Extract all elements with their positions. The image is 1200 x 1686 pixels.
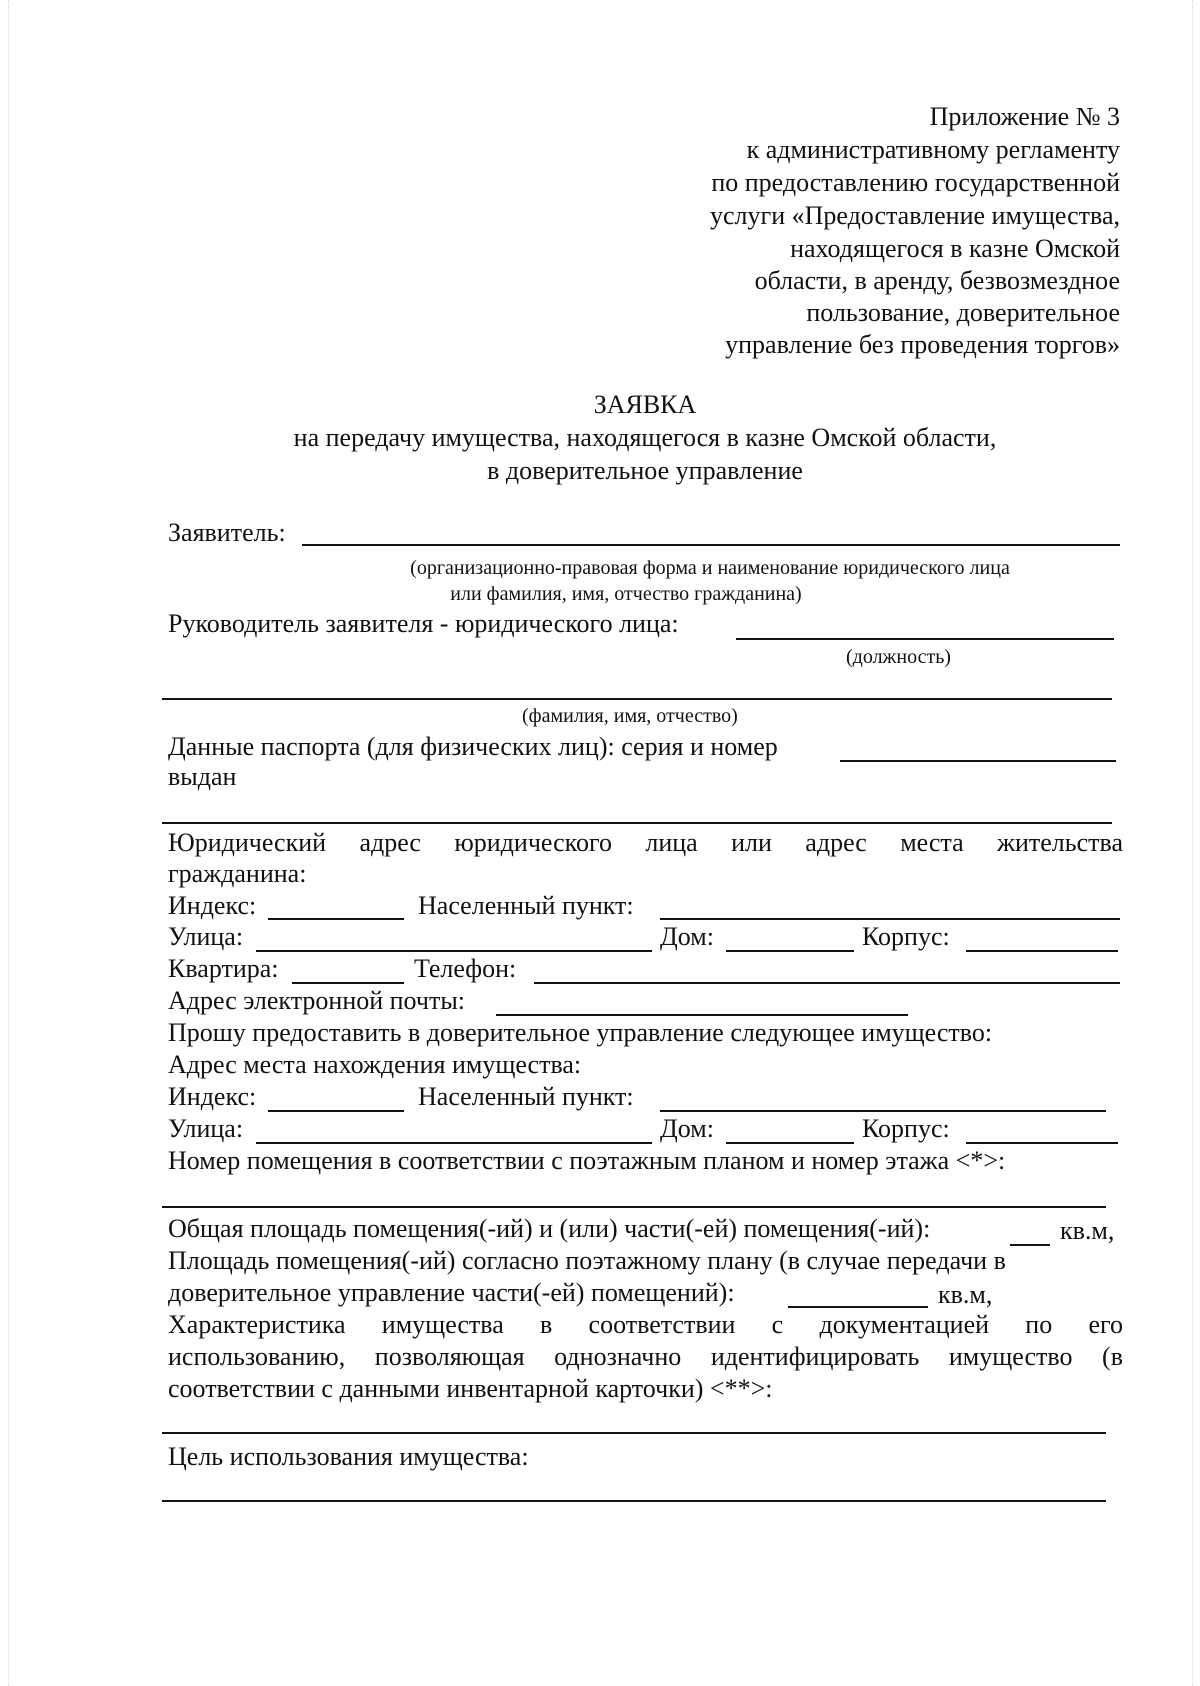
header-line: управление без проведения торгов»	[725, 330, 1120, 359]
locality-label: Населенный пункт:	[418, 891, 634, 920]
header-line: пользование, доверительное	[806, 298, 1120, 327]
unit-label: кв.м,	[1060, 1216, 1115, 1245]
header-line: по предоставлению государственной	[711, 168, 1120, 197]
phone-label: Телефон:	[414, 954, 517, 983]
issued-field-line[interactable]	[162, 822, 1112, 824]
header-line: Приложение № 3	[929, 102, 1120, 131]
house-field-line-2[interactable]	[726, 1142, 854, 1144]
characteristics-text: Характеристика имущества в соответствии с документацией по его	[168, 1310, 1123, 1339]
purpose-label: Цель использования имущества:	[168, 1442, 529, 1471]
fio-field-line[interactable]	[162, 698, 1112, 700]
position-field-line[interactable]	[736, 638, 1114, 640]
position-hint: (должность)	[846, 646, 951, 668]
fio-hint: (фамилия, имя, отчество)	[522, 705, 738, 727]
characteristics-field-line[interactable]	[162, 1432, 1106, 1434]
apartment-label: Квартира:	[168, 954, 279, 983]
street-label-2: Улица:	[168, 1114, 244, 1143]
property-address-label: Адрес места нахождения имущества:	[168, 1050, 582, 1079]
characteristics-text: использованию, позволяющая однозначно идентифицировать имущество (в	[168, 1342, 1123, 1371]
header-line: услуги «Предоставление имущества,	[710, 201, 1120, 230]
purpose-field-line[interactable]	[162, 1500, 1106, 1502]
building-label-2: Корпус:	[862, 1114, 950, 1143]
total-area-label: Общая площадь помещения(-ий) и (или) части(-ей) помещения(-ий):	[168, 1214, 931, 1243]
document-subtitle: в доверительное управление	[487, 456, 803, 485]
phone-field-line[interactable]	[534, 982, 1120, 984]
header-line: области, в аренду, безвозмездное	[754, 266, 1120, 295]
building-field-line-2[interactable]	[966, 1142, 1118, 1144]
header-line: к административному регламенту	[746, 135, 1120, 164]
house-field-line[interactable]	[726, 950, 854, 952]
street-field-line[interactable]	[256, 950, 652, 952]
applicant-hint: (организационно-правовая форма и наименование юридического лица	[410, 557, 1010, 579]
issued-label: выдан	[168, 762, 237, 791]
scan-edge-right	[1192, 0, 1193, 1686]
email-field-line[interactable]	[496, 1014, 908, 1016]
area-plan-text: Площадь помещения(-ий) согласно поэтажному плану (в случае передачи в	[168, 1246, 1006, 1275]
house-label: Дом:	[660, 922, 714, 951]
request-text: Прошу предоставить в доверительное управление следующее имущество:	[168, 1018, 993, 1047]
characteristics-text: соответствии с данными инвентарной карточки) <**>:	[168, 1374, 773, 1403]
index-field-line-2[interactable]	[268, 1110, 404, 1112]
index-label-2: Индекс:	[168, 1082, 257, 1111]
area-plan-text: доверительное управление части(-ей) помещений):	[168, 1278, 735, 1307]
index-field-line[interactable]	[268, 918, 404, 920]
applicant-label: Заявитель:	[168, 518, 286, 547]
index-label: Индекс:	[168, 891, 257, 920]
head-label: Руководитель заявителя - юридического лица:	[168, 609, 679, 638]
locality-field-line-2[interactable]	[660, 1110, 1106, 1112]
building-label: Корпус:	[862, 922, 950, 951]
document-subtitle: на передачу имущества, находящегося в казне Омской области,	[293, 423, 997, 452]
passport-label: Данные паспорта (для физических лиц): серия и номер	[168, 732, 778, 761]
unit-label: кв.м,	[938, 1280, 993, 1309]
address-intro: Юридический адрес юридического лица или адрес места жительства	[168, 828, 1123, 857]
total-area-field-line[interactable]	[1010, 1244, 1050, 1246]
house-label-2: Дом:	[660, 1114, 714, 1143]
area-plan-field-line[interactable]	[788, 1306, 928, 1308]
citizen-label: гражданина:	[168, 859, 307, 888]
street-label: Улица:	[168, 922, 244, 951]
room-number-label: Номер помещения в соответствии с поэтажным планом и номер этажа <*>:	[168, 1146, 1006, 1175]
apartment-field-line[interactable]	[292, 982, 404, 984]
applicant-field-line[interactable]	[302, 544, 1120, 546]
document-title: ЗАЯВКА	[593, 390, 697, 419]
building-field-line[interactable]	[966, 950, 1118, 952]
header-line: находящегося в казне Омской	[790, 234, 1120, 263]
street-field-line-2[interactable]	[256, 1142, 652, 1144]
locality-field-line[interactable]	[660, 918, 1120, 920]
email-label: Адрес электронной почты:	[168, 986, 466, 1015]
scan-edge-left	[8, 0, 9, 1686]
applicant-hint: или фамилия, имя, отчество гражданина)	[450, 583, 802, 605]
passport-field-line[interactable]	[840, 760, 1116, 762]
locality-label-2: Населенный пункт:	[418, 1082, 634, 1111]
room-number-field-line[interactable]	[162, 1206, 1106, 1208]
